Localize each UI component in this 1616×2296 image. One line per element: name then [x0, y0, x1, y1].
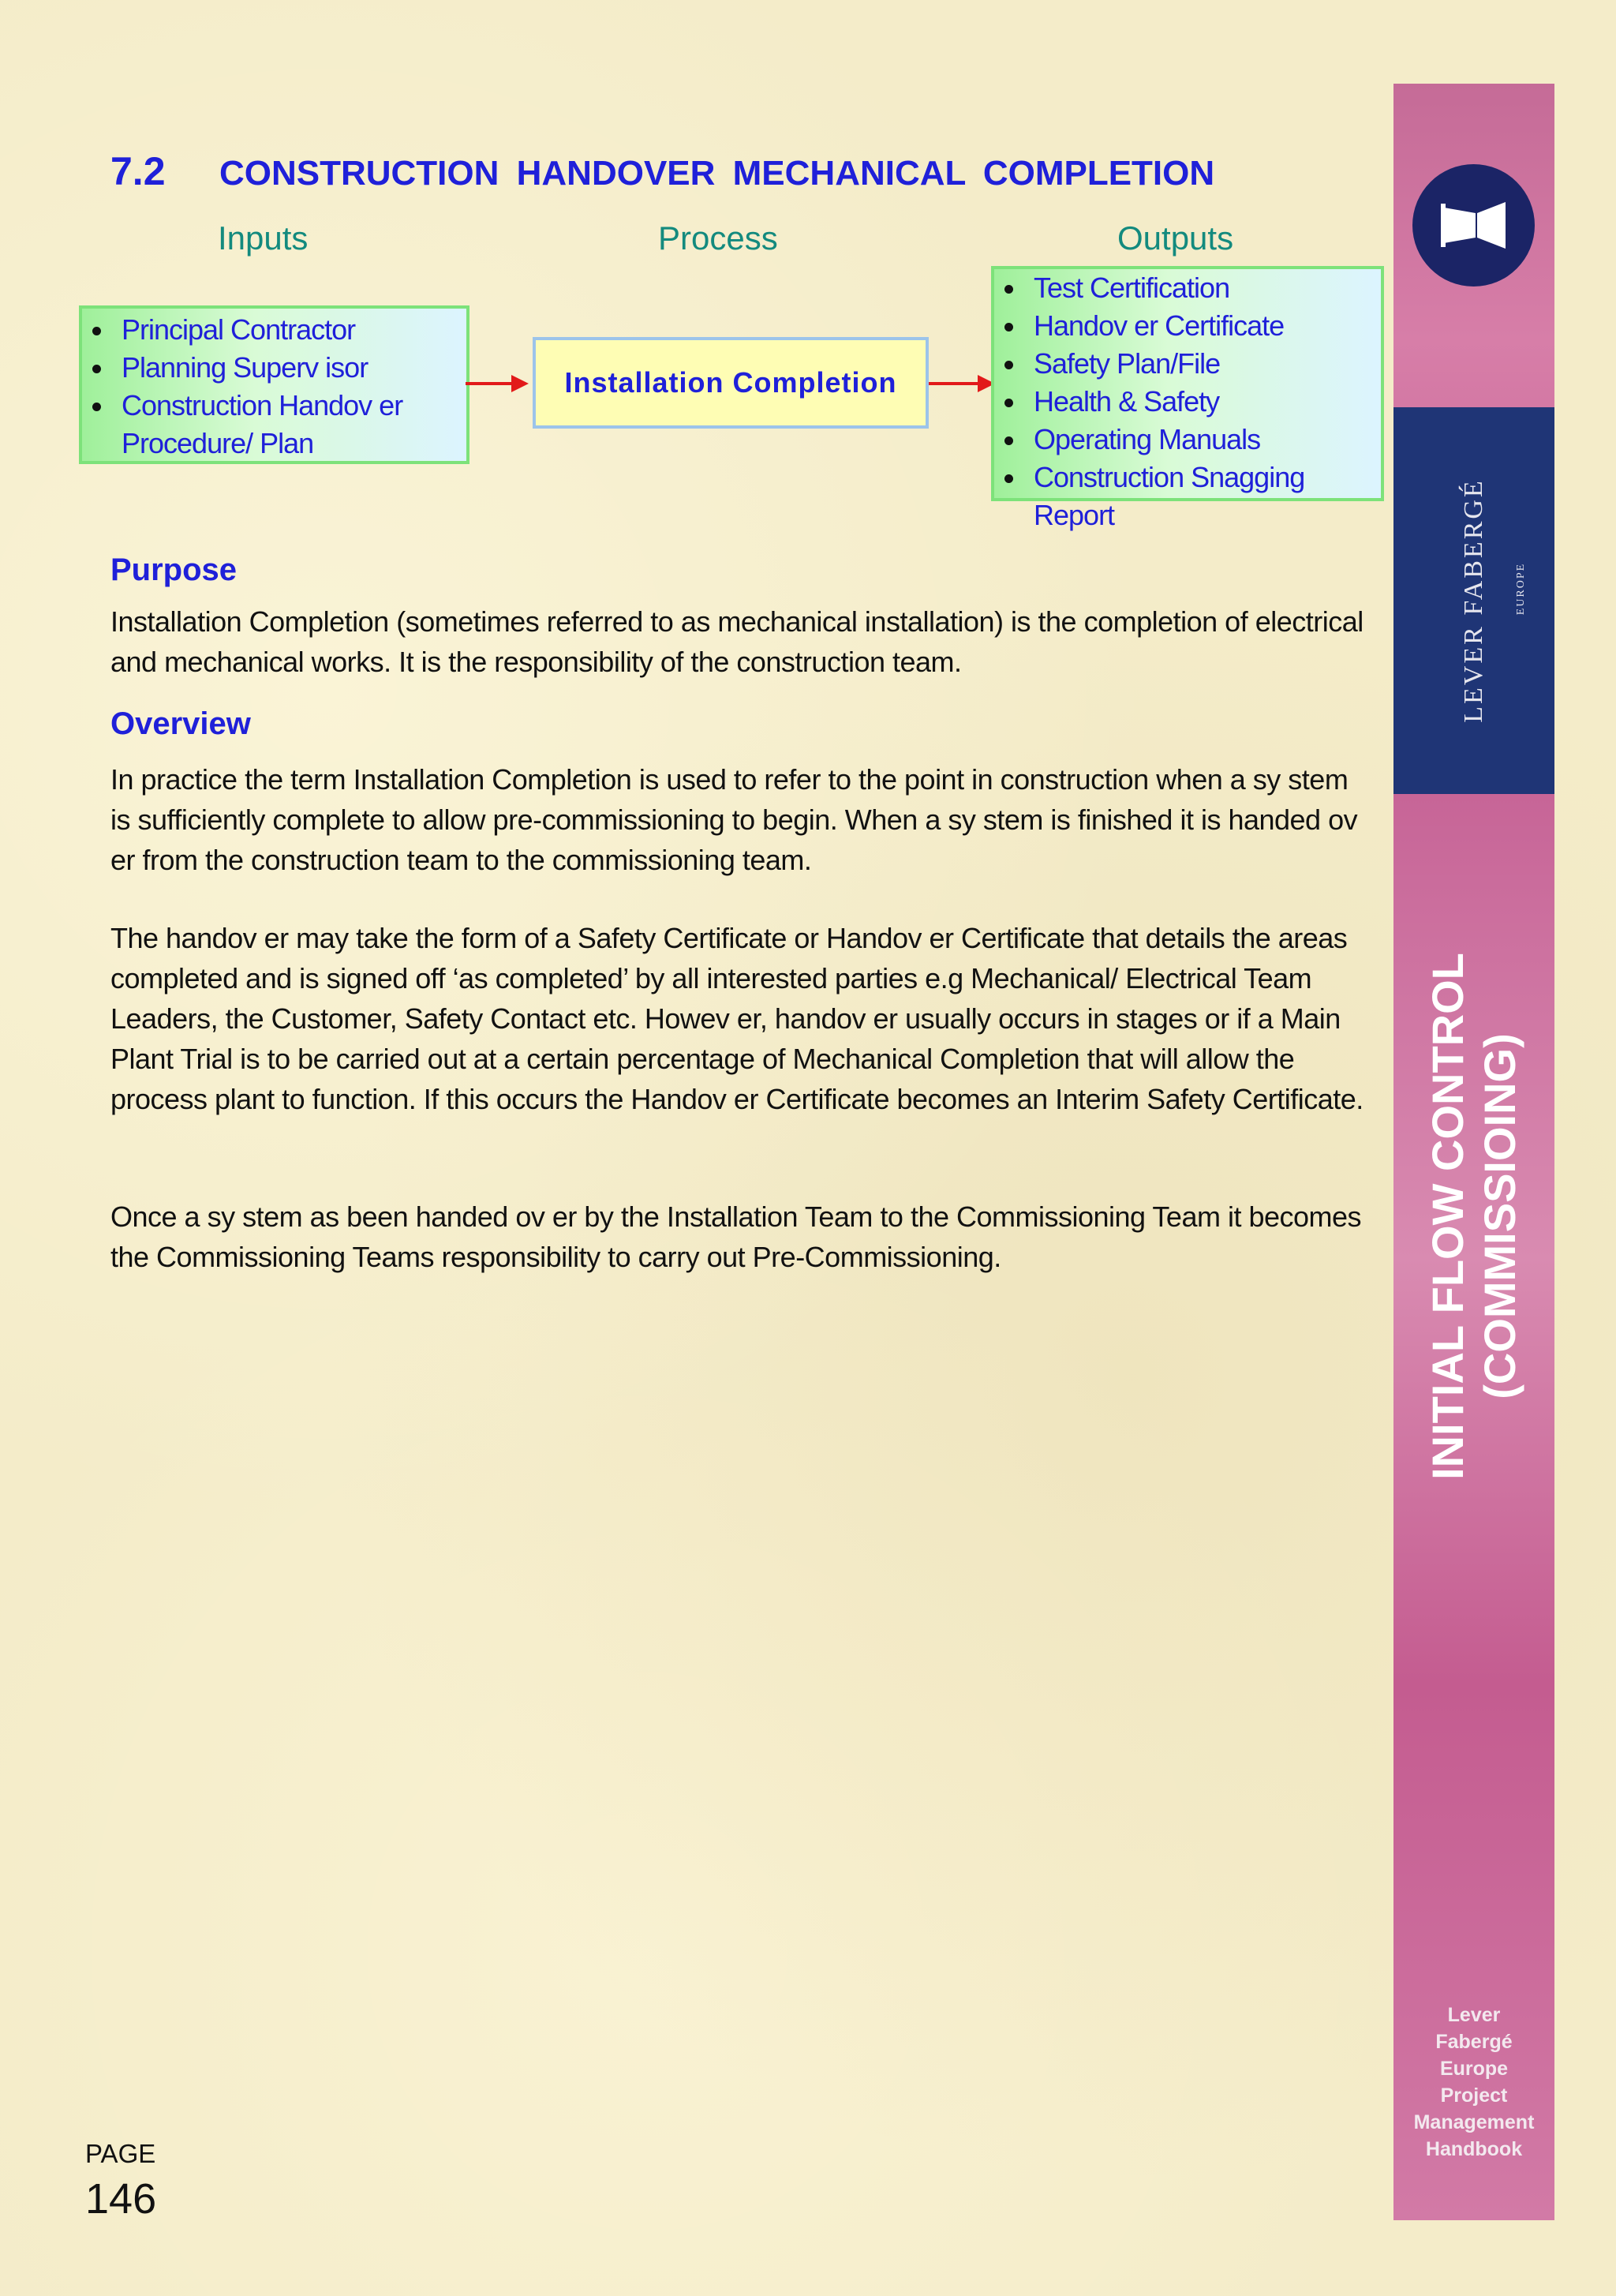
- overview-paragraph-3: Once a sy stem as been handed ov er by the Installation Team to the Commissioning Team it becomes the Commissioning Teams responsibility to carry out Pre-Commissioning.: [110, 1200, 1362, 1273]
- input-arrow: [466, 382, 524, 385]
- bullet-icon: [92, 403, 101, 411]
- section-number: 7.2: [110, 149, 166, 193]
- page-number: 146: [85, 2175, 157, 2223]
- process-box: [533, 337, 929, 429]
- outputs-box: [991, 266, 1384, 531]
- process-label-text: Installation Completion: [564, 366, 897, 399]
- brand-subtitle: EUROPE: [1515, 562, 1527, 616]
- handbook-label: Lever Fabergé Europe Project Management Handbook: [1413, 2004, 1535, 2160]
- purpose-heading: Purpose: [110, 552, 238, 587]
- sidebar-banner: [1393, 84, 1554, 2220]
- output-item: Handov er Certificate: [994, 307, 1381, 345]
- bullet-icon: [1004, 323, 1013, 331]
- bullet-icon: [92, 365, 101, 373]
- bullet-icon: [1004, 285, 1013, 294]
- outputs-label: Outputs: [1117, 219, 1234, 257]
- input-item: Construction Handov er: [82, 387, 466, 425]
- logo-icon: [1412, 164, 1535, 287]
- bullet-icon: [1004, 399, 1013, 407]
- bullet-icon: [1004, 474, 1013, 483]
- bullet-icon: [92, 327, 101, 335]
- section-title: CONSTRUCTION HANDOVER MECHANICAL COMPLETION: [219, 154, 1215, 193]
- output-item: Health & Safety: [994, 383, 1381, 421]
- output-item: Test Certification: [994, 269, 1381, 307]
- inputs-label: Inputs: [218, 219, 309, 257]
- output-item: Construction Snagging Report: [994, 459, 1381, 534]
- purpose-text: Installation Completion (sometimes referred to as mechanical installation) is the completion of electrical and mechanical works. It is the responsibility of the construction team.: [110, 605, 1364, 678]
- process-label: Process: [658, 219, 778, 257]
- inputs-box: [79, 305, 469, 464]
- output-arrow: [926, 382, 990, 385]
- bullet-icon: [1004, 436, 1013, 445]
- output-item: Operating Manuals: [994, 421, 1381, 459]
- section-heading: [110, 148, 1214, 194]
- output-item: Safety Plan/File: [994, 345, 1381, 383]
- brand-name: LEVER FABERGÉ: [1459, 478, 1488, 723]
- vertical-title: INITIAL FLOW CONTROL (COMMISSIOING): [1423, 953, 1524, 1480]
- overview-heading: Overview: [110, 706, 251, 741]
- overview-paragraph-1: In practice the term Installation Completion is used to refer to the point in construction when a sy stem is sufficiently complete to allow pre-commissioning to begin. When a sy stem is finished it is handed ov er from the construction team to the commissioning team.: [110, 763, 1358, 876]
- page-label: PAGE: [85, 2139, 156, 2168]
- overview-paragraph-2: The handov er may take the form of a Safety Certificate or Handov er Certificate that details the areas completed and is signed off ‘as completed’ by all interested parties e.g Mechanical/ Electrical Team Leaders, the Customer, Safety Contact etc. Howev er, handov er usually occurs in stages or if a Main Plant Trial is to be carried out at a certain percentage of Mechanical Completion that will allow the process plant to function. If this occurs the Handov er Certificate becomes an Interim Safety Certificate.: [110, 922, 1364, 1115]
- input-item: Principal Contractor: [82, 311, 466, 349]
- input-item: Planning Superv isor: [82, 349, 466, 387]
- input-item: Procedure/ Plan: [122, 427, 314, 459]
- bullet-icon: [1004, 361, 1013, 369]
